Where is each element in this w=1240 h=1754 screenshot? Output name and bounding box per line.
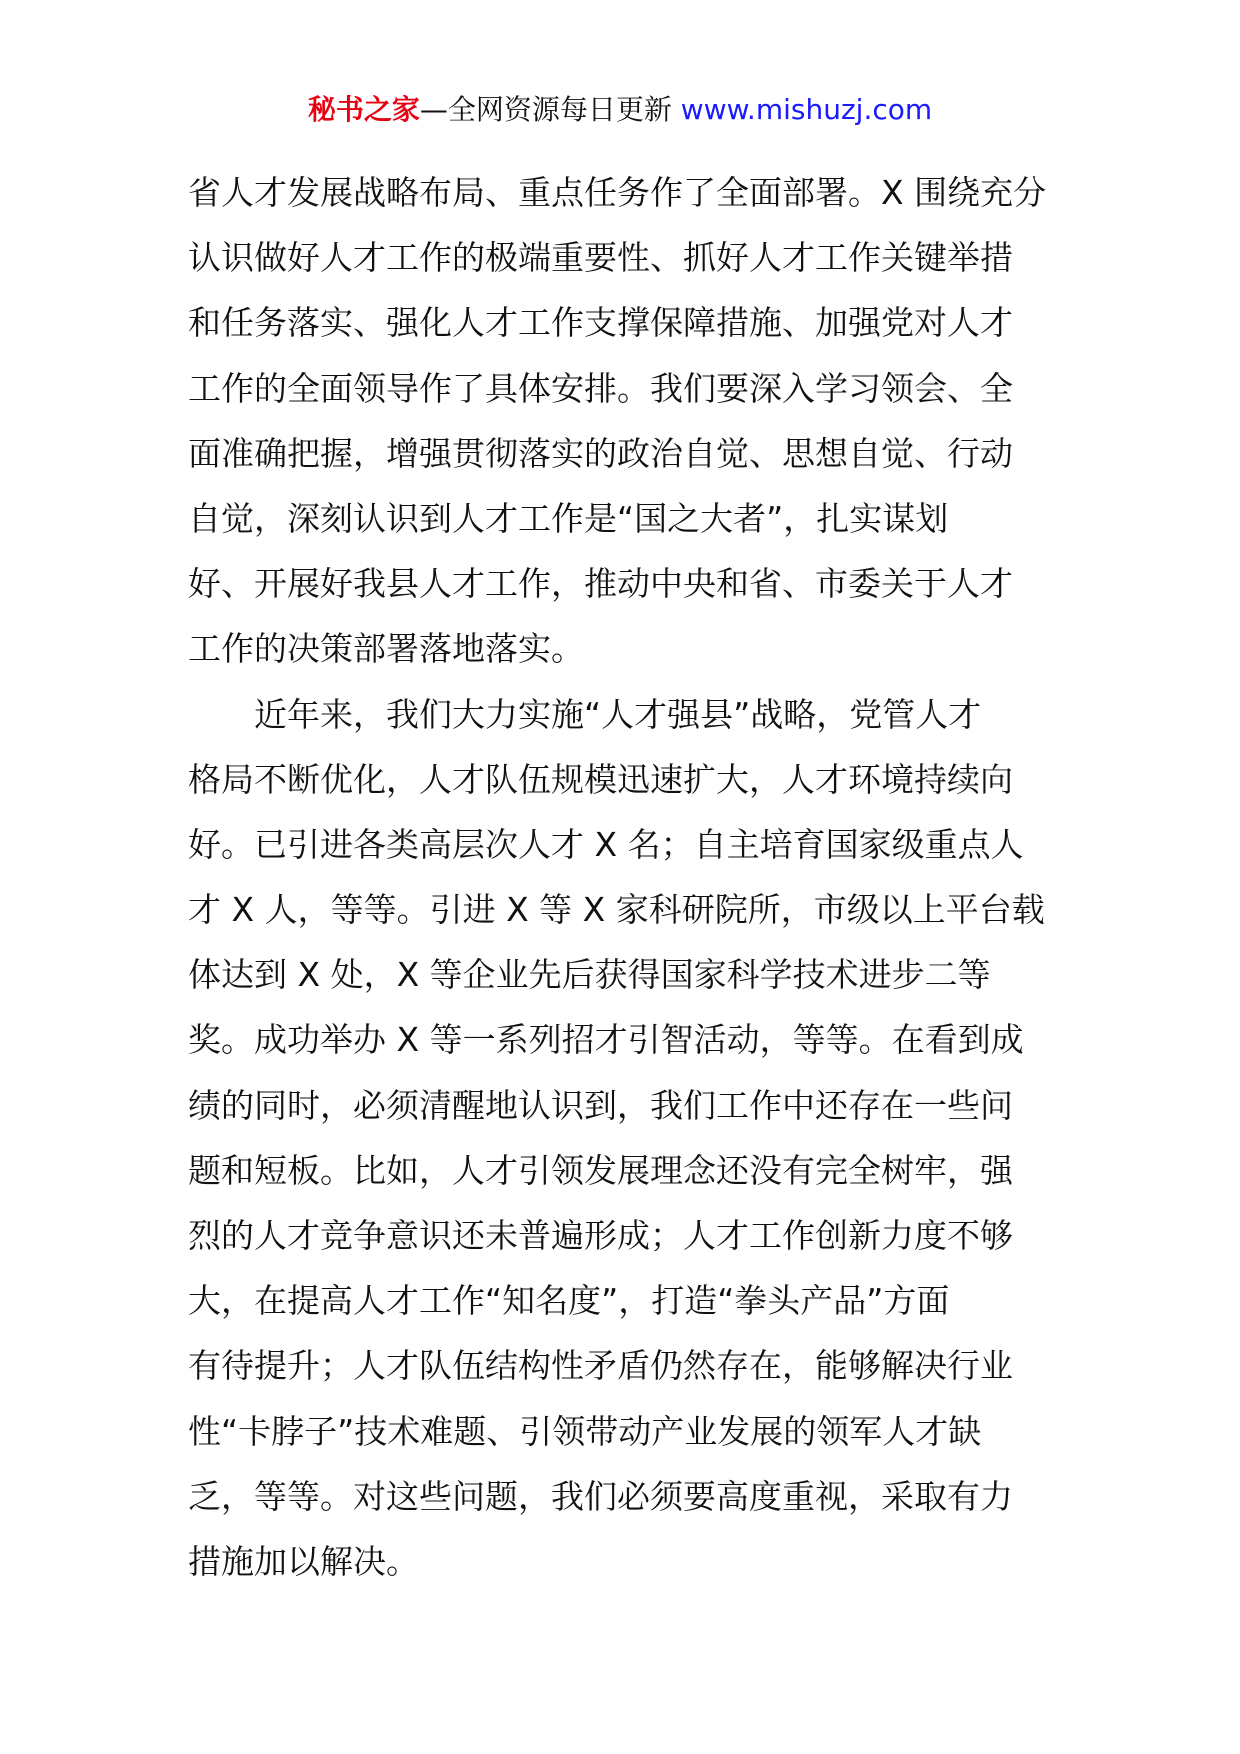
text-line: 工作的全面领导作了具体安排。我们要深入学习领会、全 [188,368,1013,408]
text-line: 近年来，我们大力实施“人才强县”战略，党管人才 [254,694,982,734]
text-line: 乏，等等。对这些问题，我们必须要高度重视，采取有力 [188,1476,1013,1516]
text-line: 体达到 X 处，X 等企业先后获得国家科学技术进步二等 [188,955,991,995]
text-line: 认识做好人才工作的极端重要性、抓好人才工作关键举措 [188,238,1013,278]
paragraph-2 [188,682,1058,1595]
brand-name: 秘书之家 [307,93,420,126]
text-line: 绩的同时，必须清醒地认识到，我们工作中还存在一些问 [188,1085,1013,1125]
document-body [188,160,1058,1594]
text-line: 省人才发展战略布局、重点任务作了全面部署。X 围绕充分 [188,173,1047,212]
text-line: 格局不断优化，人才队伍规模迅速扩大，人才环境持续向 [188,759,1013,799]
paragraph-1 [188,160,1058,682]
header-slogan: —全网资源每日更新 [419,93,672,126]
text-line: 题和短板。比如，人才引领发展理念还没有完全树牢，强 [188,1150,1013,1190]
text-line: 奖。成功举办 X 等一系列招才引智活动，等等。在看到成 [188,1020,1024,1060]
text-line: 和任务落实、强化人才工作支撑保障措施、加强党对人才 [188,303,1013,343]
text-line: 有待提升；人才队伍结构性矛盾仍然存在，能够解决行业 [188,1346,1013,1386]
text-line: 才 X 人，等等。引进 X 等 X 家科研院所，市级以上平台载 [188,890,1045,930]
text-line: 烈的人才竞争意识还未普遍形成；人才工作创新力度不够 [188,1216,1013,1255]
text-line: 好。已引进各类高层次人才 X 名；自主培育国家级重点人 [188,824,1024,864]
text-line: 面准确把握，增强贯彻落实的政治自觉、思想自觉、行动 [188,433,1013,473]
text-line: 措施加以解决。 [188,1541,419,1581]
text-line: 自觉，深刻认识到人才工作是“国之大者”，扎实谋划 [188,498,949,538]
text-line: 性“卡脖子”技术难题、引领带动产业发展的领军人才缺 [188,1411,982,1451]
site-header [0,90,1240,130]
site-url: www.mishuzj.com [680,93,933,126]
text-line: 大，在提高人才工作“知名度”，打造“拳头产品”方面 [188,1281,950,1321]
text-line: 好、开展好我县人才工作，推动中央和省、市委关于人才 [188,564,1013,604]
text-line: 工作的决策部署落地落实。 [188,629,584,669]
